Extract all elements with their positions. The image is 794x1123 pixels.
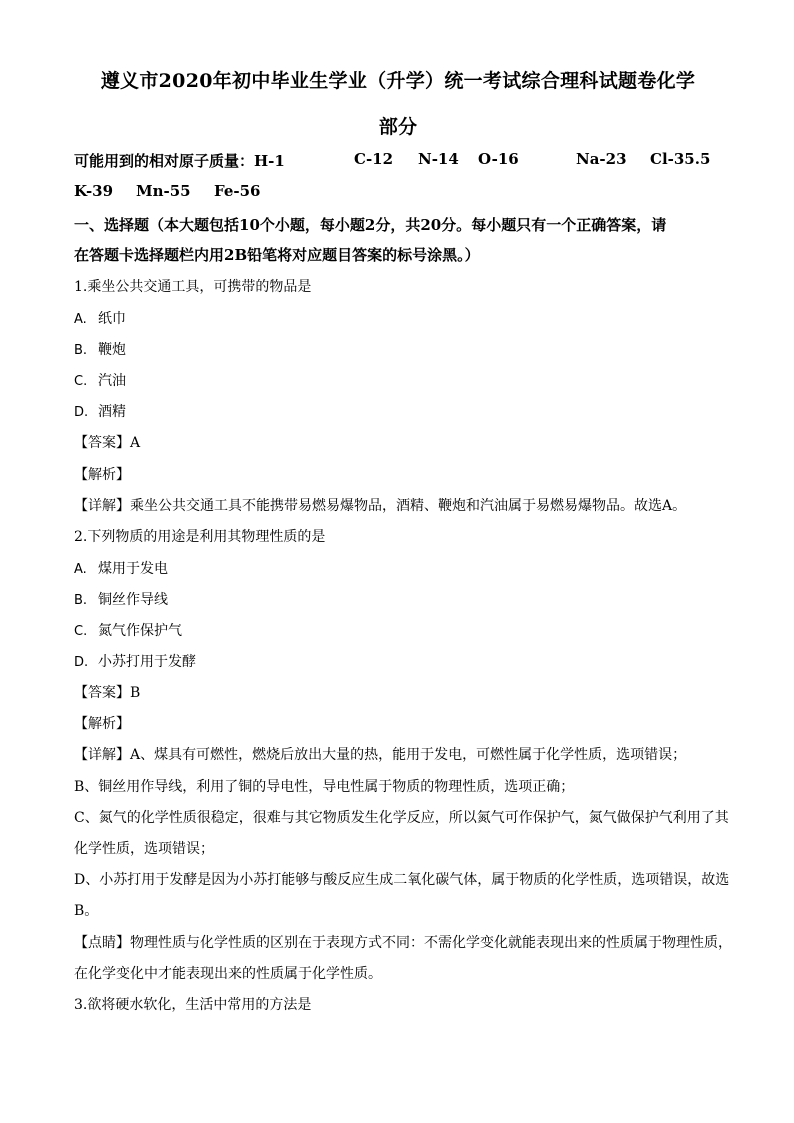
- section-heading-line1: 一、选择题（本大题包括10个小题，每小题2分，共20分。每小题只有一个正确答案，请: [74, 216, 667, 234]
- question-2-detail-line: C、氮气的化学性质很稳定，很难与其它物质发生化学反应，所以氮气可作保护气，氮气做保护气利用了其: [74, 810, 729, 826]
- atomic-mass-item: O-16: [478, 150, 519, 168]
- atomic-mass-item: N-14: [418, 150, 459, 168]
- atomic-mass-item: Cl-35.5: [650, 150, 711, 168]
- question-2-detail-line: 化学性质，选项错误；: [74, 841, 214, 857]
- question-1-option-c: C. 汽油: [74, 373, 126, 389]
- question-2-option-c: C. 氮气作保护气: [74, 623, 182, 639]
- question-1-analysis: 【解析】: [74, 467, 130, 483]
- document-title-line1: 遵义市2020年初中毕业生学业（升学）统一考试综合理科试题卷化学: [100, 70, 696, 92]
- question-1-stem: 1.乘坐公共交通工具，可携带的物品是: [74, 279, 312, 295]
- section-heading-line2: 在答题卡选择题栏内用2B铅笔将对应题目答案的标号涂黑。）: [74, 246, 480, 264]
- question-2-tip-line: 在化学变化中才能表现出来的性质属于化学性质。: [74, 966, 382, 982]
- question-2-detail-line: B、铜丝用作导线，利用了铜的导电性，导电性属于物质的物理性质，选项正确；: [74, 779, 575, 795]
- question-2-option-d: D. 小苏打用于发酵: [74, 654, 196, 670]
- question-1-answer: 【答案】A: [74, 435, 141, 451]
- atomic-mass-item: K-39: [74, 182, 114, 200]
- question-2-answer: 【答案】B: [74, 685, 141, 701]
- question-1-option-d: D. 酒精: [74, 404, 126, 420]
- question-1-option-b: B. 鞭炮: [74, 342, 126, 358]
- atomic-mass-item: C-12: [354, 150, 394, 168]
- atomic-mass-item: Fe-56: [214, 182, 261, 200]
- question-2-analysis: 【解析】: [74, 716, 130, 732]
- question-2-stem: 2.下列物质的用途是利用其物理性质的是: [74, 529, 326, 545]
- question-2-tip-line: 【点睛】物理性质与化学性质的区别在于表现方式不同：不需化学变化就能表现出来的性质属于物理性质，: [74, 935, 732, 951]
- question-2-detail-line: D、小苏打用于发酵是因为小苏打能够与酸反应生成二氧化碳气体，属于物质的化学性质，选项错误，故选: [74, 872, 730, 888]
- atomic-mass-label: 可能用到的相对原子质量：H-1: [74, 152, 285, 170]
- question-2-option-a: A. 煤用于发电: [74, 561, 168, 577]
- atomic-mass-item: Mn-55: [136, 182, 191, 200]
- question-3-stem: 3.欲将硬水软化，生活中常用的方法是: [74, 997, 312, 1013]
- question-2-option-b: B. 铜丝作导线: [74, 592, 168, 608]
- question-2-detail-line: 【详解】A、煤具有可燃性，燃烧后放出大量的热，能用于发电，可燃性属于化学性质，选项错误；: [74, 747, 687, 763]
- atomic-mass-item: Na-23: [576, 150, 627, 168]
- question-2-detail-line: B。: [74, 903, 99, 919]
- document-title-line2: 部分: [378, 116, 418, 138]
- atomic-mass-row1: [74, 150, 734, 172]
- question-1-option-a: A. 纸巾: [74, 311, 126, 327]
- atomic-mass-row2: [74, 182, 734, 204]
- question-1-detail: 【详解】乘坐公共交通工具不能携带易燃易爆物品，酒精、鞭炮和汽油属于易燃易爆物品。故选A。: [74, 498, 687, 514]
